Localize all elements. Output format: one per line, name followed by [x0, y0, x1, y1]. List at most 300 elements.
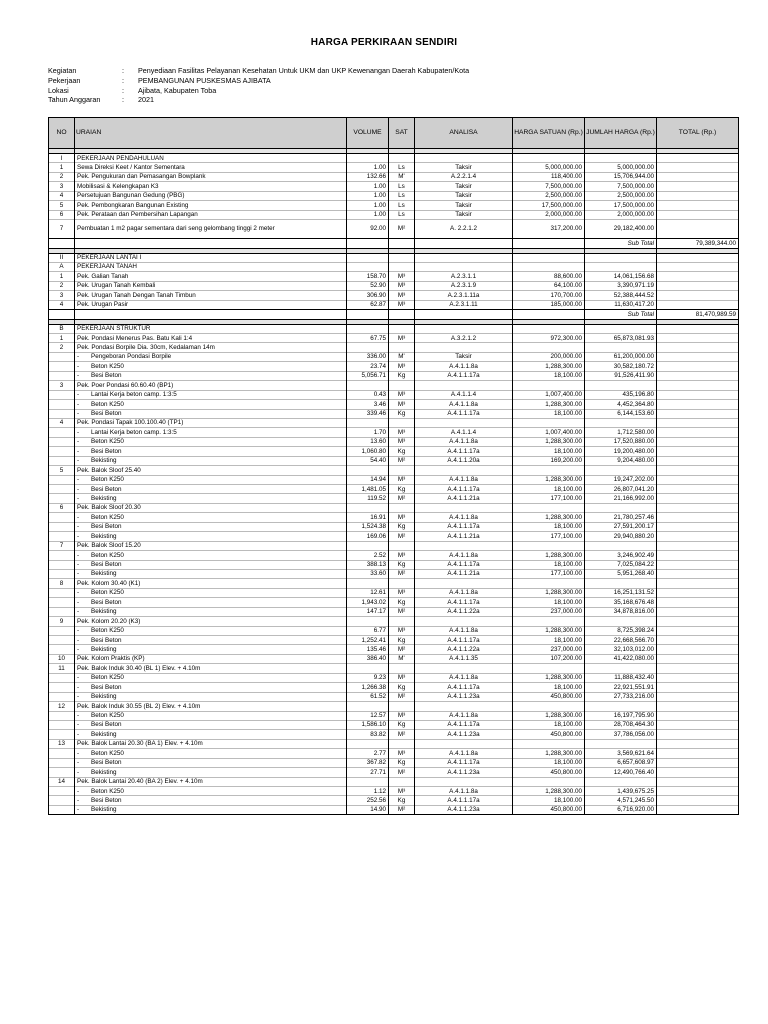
header-analisa: ANALISA [415, 118, 513, 149]
cell-analisa: A.4.1.1.17a [415, 758, 513, 767]
cell-analisa: A.4.1.1.17a [415, 636, 513, 645]
cell-no: 3 [49, 182, 75, 191]
cell-jumlah [585, 739, 657, 748]
cell-jumlah: 2,000,000.00 [585, 210, 657, 219]
cell-volume [347, 739, 389, 748]
cell-no: 1 [49, 334, 75, 343]
cell-jumlah: 1,439,675.25 [585, 787, 657, 796]
table-row [49, 390, 739, 399]
cell-analisa: A.4.1.1.23a [415, 805, 513, 814]
cell-total [657, 371, 739, 380]
cell-analisa [415, 579, 513, 588]
cell-volume [347, 579, 389, 588]
table-row [49, 447, 739, 456]
cell-harga [513, 503, 585, 512]
cell-no [49, 720, 75, 729]
cell-sat: M³ [389, 281, 415, 290]
cell-volume: 52.90 [347, 281, 389, 290]
table-row [49, 673, 739, 682]
cell-jumlah: 29,940,880.20 [585, 532, 657, 541]
cell-no: 4 [49, 418, 75, 427]
table-row [49, 428, 739, 437]
item-text: Bekisting [91, 532, 117, 540]
cell-volume: 54.40 [347, 456, 389, 465]
cell-uraian [75, 390, 347, 399]
item-text: Bekisting [91, 608, 117, 616]
cell-harga: 18,100.00 [513, 683, 585, 692]
cell-volume: 1.12 [347, 787, 389, 796]
cell-volume: 339.46 [347, 409, 389, 418]
project-info-row [48, 95, 469, 105]
cell-jumlah [585, 253, 657, 262]
cell-harga: 18,100.00 [513, 636, 585, 645]
cell-harga [513, 310, 585, 319]
project-info-row [48, 76, 469, 86]
project-info-value: Ajibata, Kabupaten Toba [138, 85, 217, 95]
cell-volume: 135.46 [347, 645, 389, 654]
cell-harga: 1,007,400.00 [513, 390, 585, 399]
cell-analisa: A.4.1.1.23a [415, 692, 513, 701]
cell-volume: 13.60 [347, 437, 389, 446]
cell-sat: M³ [389, 475, 415, 484]
cell-volume: 62.87 [347, 300, 389, 309]
cell-no: 11 [49, 664, 75, 673]
cell-jumlah: 6,716,920.00 [585, 805, 657, 814]
cell-no: B [49, 324, 75, 333]
cell-total [657, 541, 739, 550]
cell-uraian: Pek. Pondasi Menerus Pas. Batu Kali 1:4 [75, 334, 347, 343]
cell-sat [389, 777, 415, 786]
cell-no [49, 239, 75, 248]
cell-analisa [415, 381, 513, 390]
table-row [49, 569, 739, 578]
cell-harga: 18,100.00 [513, 560, 585, 569]
cell-analisa [415, 310, 513, 319]
cell-sat: M² [389, 805, 415, 814]
cell-no [49, 428, 75, 437]
item-text: Lantai Kerja beton camp. 1:3:5 [91, 391, 177, 399]
cell-harga [513, 702, 585, 711]
cell-uraian: Sewa Direksi Keet / Kantor Sementara [75, 163, 347, 172]
cell-sat: M² [389, 692, 415, 701]
cell-uraian [75, 513, 347, 522]
cell-sat [389, 739, 415, 748]
item-dash: - [77, 532, 80, 540]
table-row [49, 291, 739, 300]
cell-jumlah: Sub Total [585, 310, 657, 319]
cell-sat [389, 253, 415, 262]
cell-volume [347, 381, 389, 390]
cell-sat: M³ [389, 334, 415, 343]
item-dash: - [77, 428, 80, 436]
cell-volume: 336.00 [347, 352, 389, 361]
cell-analisa: A.4.1.1.23a [415, 730, 513, 739]
cell-jumlah: 19,200,480.00 [585, 447, 657, 456]
cell-harga: 1,288,300.00 [513, 513, 585, 522]
cell-total [657, 182, 739, 191]
cell-sat: M² [389, 569, 415, 578]
cell-jumlah: 1,712,580.00 [585, 428, 657, 437]
cell-jumlah: 17,500,000.00 [585, 201, 657, 210]
cell-harga [513, 777, 585, 786]
cell-analisa: A.4.1.1.8a [415, 362, 513, 371]
cell-volume [347, 253, 389, 262]
item-text: Besi Beton [91, 485, 122, 493]
cell-volume: 5,056.71 [347, 371, 389, 380]
cell-total [657, 352, 739, 361]
cell-volume: 67.75 [347, 334, 389, 343]
table-row [49, 172, 739, 181]
cell-volume [347, 310, 389, 319]
cell-volume: 2.52 [347, 551, 389, 560]
cell-total [657, 777, 739, 786]
cell-jumlah [585, 154, 657, 163]
cell-uraian: Pek. Balok Sloof 25.40 [75, 466, 347, 475]
cell-volume [347, 154, 389, 163]
cell-total [657, 220, 739, 239]
table-row [49, 720, 739, 729]
cell-no [49, 749, 75, 758]
table-row [49, 796, 739, 805]
cell-volume: 23.74 [347, 362, 389, 371]
cell-no [49, 513, 75, 522]
cell-jumlah: 65,873,081.93 [585, 334, 657, 343]
cell-volume: 1,266.38 [347, 683, 389, 692]
header-uraian: URAIAN [75, 118, 347, 149]
cell-uraian: PEKERJAAN PENDAHULUAN [75, 154, 347, 163]
cell-jumlah: 35,168,676.48 [585, 598, 657, 607]
item-text: Beton K250 [91, 438, 124, 446]
cell-jumlah: 22,921,551.91 [585, 683, 657, 692]
cell-jumlah: 17,520,880.00 [585, 437, 657, 446]
table-row [49, 541, 739, 550]
cell-jumlah [585, 418, 657, 427]
cell-analisa [415, 541, 513, 550]
cell-no [49, 588, 75, 597]
project-info-label: Tahun Anggaran [48, 95, 101, 105]
cell-analisa: A.4.1.1.35 [415, 654, 513, 663]
cell-uraian: Pek. Urugan Tanah Dengan Tanah Timbun [75, 291, 347, 300]
table-row [49, 711, 739, 720]
cell-no [49, 683, 75, 692]
item-dash: - [77, 598, 80, 606]
cell-harga: 237,000.00 [513, 607, 585, 616]
project-info-value: Penyediaan Fasilitas Pelayanan Kesehatan Untuk UKM dan UKP Kewenangan Daerah Kabupaten/Kota [138, 66, 470, 75]
cell-total [657, 607, 739, 616]
cell-analisa: A.4.1.1.8a [415, 475, 513, 484]
cell-no: 7 [49, 541, 75, 550]
cell-sat [389, 617, 415, 626]
cell-uraian [75, 428, 347, 437]
cell-jumlah: 91,526,411.90 [585, 371, 657, 380]
cell-volume [347, 343, 389, 352]
cell-jumlah: 3,246,902.49 [585, 551, 657, 560]
item-dash: - [77, 485, 80, 493]
cell-uraian [75, 692, 347, 701]
cell-analisa: A.2.3.1.1 [415, 272, 513, 281]
cell-analisa [415, 343, 513, 352]
cell-harga [513, 579, 585, 588]
cell-jumlah: 28,708,464.30 [585, 720, 657, 729]
item-text: Besi Beton [91, 636, 122, 644]
cell-harga: 1,288,300.00 [513, 711, 585, 720]
table-header-row [49, 118, 739, 149]
cell-harga [513, 262, 585, 271]
project-info-colon: : [122, 85, 124, 95]
item-text: Bekisting [91, 768, 117, 776]
cell-total [657, 300, 739, 309]
cell-sat: M³ [389, 711, 415, 720]
cell-total [657, 291, 739, 300]
cell-no: 4 [49, 300, 75, 309]
cell-sat [389, 503, 415, 512]
cell-harga: 2,000,000.00 [513, 210, 585, 219]
cell-no: 13 [49, 739, 75, 748]
cell-harga [513, 617, 585, 626]
table-row [49, 532, 739, 541]
cell-uraian [75, 720, 347, 729]
cell-analisa: A.4.1.1.8a [415, 588, 513, 597]
item-dash: - [77, 712, 80, 720]
item-dash: - [77, 353, 80, 361]
cell-total [657, 362, 739, 371]
cell-total [657, 787, 739, 796]
cell-uraian [75, 607, 347, 616]
cell-sat: M³ [389, 400, 415, 409]
cell-no: 2 [49, 172, 75, 181]
header-no: NO [49, 118, 75, 149]
cell-uraian [75, 626, 347, 635]
cell-volume: 14.90 [347, 805, 389, 814]
cell-no: 6 [49, 503, 75, 512]
cell-sat [389, 418, 415, 427]
cell-jumlah: 52,388,444.52 [585, 291, 657, 300]
cell-no [49, 673, 75, 682]
cell-volume [347, 702, 389, 711]
cell-harga: 18,100.00 [513, 796, 585, 805]
cell-jumlah: 26,807,041.20 [585, 485, 657, 494]
cell-no [49, 400, 75, 409]
cell-uraian [75, 456, 347, 465]
cell-sat: M³ [389, 272, 415, 281]
subtotal-row [49, 310, 739, 319]
cell-total [657, 409, 739, 418]
cell-volume: 6.77 [347, 626, 389, 635]
table-row [49, 485, 739, 494]
cell-analisa: Taksir [415, 191, 513, 200]
cell-sat: M³ [389, 437, 415, 446]
table-row [49, 272, 739, 281]
table-row [49, 262, 739, 271]
cell-harga [513, 739, 585, 748]
item-text: Besi Beton [91, 796, 122, 804]
cell-analisa: A.4.1.1.4 [415, 390, 513, 399]
cell-analisa: A.4.1.1.21a [415, 494, 513, 503]
cell-no: 4 [49, 191, 75, 200]
cell-volume: 16.91 [347, 513, 389, 522]
item-dash: - [77, 391, 80, 399]
cell-total [657, 664, 739, 673]
cell-uraian [75, 494, 347, 503]
header-harga-satuan: HARGA SATUAN (Rp.) [513, 118, 585, 149]
cell-total [657, 272, 739, 281]
table-row [49, 409, 739, 418]
cell-harga: 18,100.00 [513, 720, 585, 729]
cell-uraian: Pek. Balok Lantai 20.40 (BA 2) Elev. + 4.10m [75, 777, 347, 786]
table-row [49, 191, 739, 200]
cell-volume: 12.57 [347, 711, 389, 720]
cell-uraian: Pek. Kolom Praktis (KP) [75, 654, 347, 663]
cell-analisa: A.2.3.1.9 [415, 281, 513, 290]
cell-harga [513, 541, 585, 550]
cell-uraian [75, 673, 347, 682]
cell-analisa: A.4.1.1.8a [415, 626, 513, 635]
cell-sat: M' [389, 352, 415, 361]
cell-total [657, 154, 739, 163]
cell-no [49, 437, 75, 446]
item-dash: - [77, 674, 80, 682]
cell-volume: 61.52 [347, 692, 389, 701]
cell-harga [513, 466, 585, 475]
cell-jumlah [585, 466, 657, 475]
cell-total [657, 437, 739, 446]
cell-uraian: PEKERJAAN STRUKTUR [75, 324, 347, 333]
cell-no: 3 [49, 291, 75, 300]
cell-analisa: A.4.1.1.20a [415, 456, 513, 465]
cell-no [49, 636, 75, 645]
table-row [49, 607, 739, 616]
cell-total [657, 281, 739, 290]
cell-jumlah: 14,061,156.68 [585, 272, 657, 281]
cell-harga: 18,100.00 [513, 598, 585, 607]
cell-harga: 1,288,300.00 [513, 362, 585, 371]
table-row [49, 371, 739, 380]
cell-volume: 388.13 [347, 560, 389, 569]
cell-no: 6 [49, 210, 75, 219]
item-dash: - [77, 683, 80, 691]
cell-uraian: Pembuatan 1 m2 pagar sementara dari seng gelombang tinggi 2 meter [75, 220, 347, 239]
cell-volume: 9.23 [347, 673, 389, 682]
cell-analisa: A.4.1.1.17a [415, 409, 513, 418]
item-text: Besi Beton [91, 683, 122, 691]
cell-analisa: A.4.1.1.17a [415, 560, 513, 569]
cell-total [657, 466, 739, 475]
cell-total [657, 253, 739, 262]
cell-total [657, 475, 739, 484]
cell-jumlah: 5,951,268.40 [585, 569, 657, 578]
cell-jumlah: 21,780,257.46 [585, 513, 657, 522]
cell-sat: M² [389, 532, 415, 541]
cell-analisa [415, 262, 513, 271]
item-text: Beton K250 [91, 400, 124, 408]
cell-sat: M² [389, 607, 415, 616]
cell-volume: 1,060.80 [347, 447, 389, 456]
cell-total [657, 522, 739, 531]
cell-sat: M³ [389, 362, 415, 371]
table-row [49, 300, 739, 309]
cell-volume: 33.60 [347, 569, 389, 578]
cell-harga: 18,100.00 [513, 485, 585, 494]
cell-uraian [75, 352, 347, 361]
table-row [49, 617, 739, 626]
cell-no: 7 [49, 220, 75, 239]
cell-uraian [75, 598, 347, 607]
cell-volume: 92.00 [347, 220, 389, 239]
cell-jumlah: 21,166,992.00 [585, 494, 657, 503]
cell-analisa [415, 617, 513, 626]
cell-analisa: Taksir [415, 352, 513, 361]
cell-jumlah: 3,390,971.19 [585, 281, 657, 290]
cell-uraian: Pek. Balok Induk 30.55 (BL 2) Elev. + 4.10m [75, 702, 347, 711]
cell-total [657, 645, 739, 654]
item-text: Besi Beton [91, 523, 122, 531]
item-text: Beton K250 [91, 551, 124, 559]
cell-sat: Kg [389, 522, 415, 531]
cell-total [657, 210, 739, 219]
cell-volume: 147.17 [347, 607, 389, 616]
cell-jumlah: 11,888,432.40 [585, 673, 657, 682]
cell-volume: 252.56 [347, 796, 389, 805]
item-text: Beton K250 [91, 712, 124, 720]
cell-jumlah [585, 343, 657, 352]
cell-analisa: A.4.1.1.8a [415, 551, 513, 560]
cell-no [49, 796, 75, 805]
cell-analisa: A.2.3.1.11a [415, 291, 513, 300]
table-row [49, 654, 739, 663]
cell-jumlah: 37,786,056.00 [585, 730, 657, 739]
cell-uraian: PEKERJAAN TANAH [75, 262, 347, 271]
cell-jumlah: 22,668,566.70 [585, 636, 657, 645]
table-row [49, 636, 739, 645]
item-dash: - [77, 627, 80, 635]
cell-jumlah [585, 503, 657, 512]
cell-volume: 1.00 [347, 201, 389, 210]
item-dash: - [77, 749, 80, 757]
item-text: Bekisting [91, 730, 117, 738]
item-dash: - [77, 438, 80, 446]
item-text: Beton K250 [91, 513, 124, 521]
cell-total [657, 720, 739, 729]
project-info-colon: : [122, 66, 124, 75]
cell-harga: 1,288,300.00 [513, 673, 585, 682]
cell-sat: Kg [389, 683, 415, 692]
cell-jumlah: 435,196.80 [585, 390, 657, 399]
cell-jumlah [585, 262, 657, 271]
header-total: TOTAL (Rp.) [657, 118, 739, 149]
cell-no [49, 560, 75, 569]
item-dash: - [77, 494, 80, 502]
cell-volume: 0.43 [347, 390, 389, 399]
cell-sat [389, 343, 415, 352]
cell-harga: 177,100.00 [513, 532, 585, 541]
cell-uraian [75, 437, 347, 446]
cell-jumlah: 16,197,795.90 [585, 711, 657, 720]
cell-no [49, 475, 75, 484]
cell-sat [389, 541, 415, 550]
cell-total [657, 758, 739, 767]
table-row [49, 281, 739, 290]
item-dash: - [77, 457, 80, 465]
cell-volume: 132.66 [347, 172, 389, 181]
cell-sat: Ls [389, 201, 415, 210]
cell-volume [347, 541, 389, 550]
cell-no: I [49, 154, 75, 163]
cell-sat: Kg [389, 560, 415, 569]
cell-uraian [75, 522, 347, 531]
item-dash: - [77, 730, 80, 738]
item-text: Bekisting [91, 693, 117, 701]
cell-volume: 1,943.02 [347, 598, 389, 607]
